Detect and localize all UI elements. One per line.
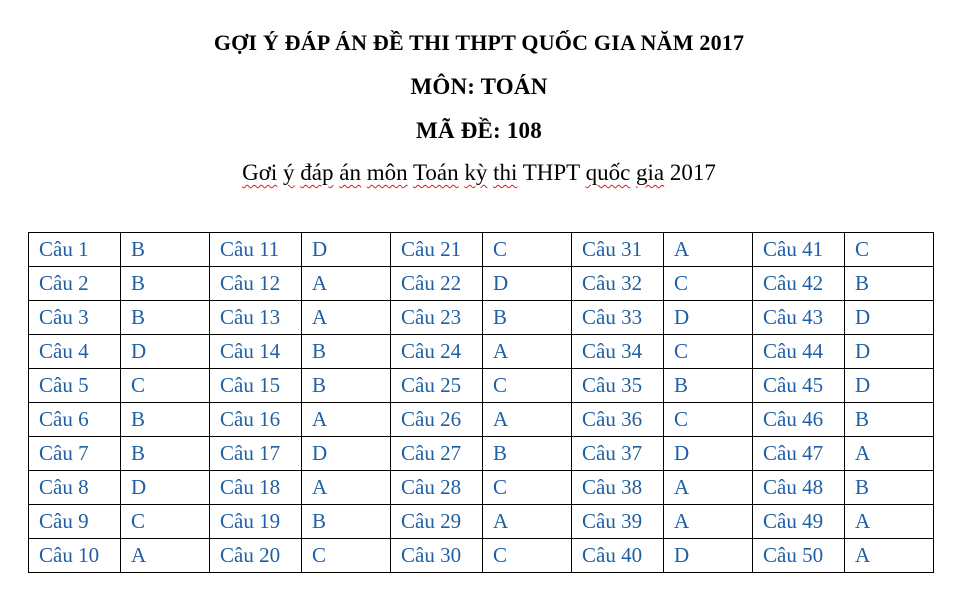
subtitle-word: thi (493, 160, 518, 185)
answer-cell: D (664, 437, 753, 471)
table-row (29, 267, 934, 301)
question-label: Câu 46 (753, 403, 845, 437)
answer-cell: C (664, 267, 753, 301)
subject-heading: MÔN: TOÁN (410, 74, 548, 99)
question-label: Câu 47 (753, 437, 845, 471)
answer-cell: C (121, 369, 210, 403)
question-label: Câu 5 (29, 369, 121, 403)
question-label: Câu 30 (391, 539, 483, 573)
subtitle-word: Gơi (242, 160, 278, 185)
subtitle-word: môn (366, 160, 408, 185)
question-label: Câu 6 (29, 403, 121, 437)
answer-cell: B (664, 369, 753, 403)
answer-cell: C (664, 403, 753, 437)
question-label: Câu 12 (210, 267, 302, 301)
question-label: Câu 1 (29, 233, 121, 267)
answer-cell: B (302, 505, 391, 539)
subtitle-word: kỳ (464, 160, 488, 185)
subtitle (0, 160, 958, 186)
table-row (29, 437, 934, 471)
question-label: Câu 28 (391, 471, 483, 505)
answer-cell: C (483, 539, 572, 573)
question-label: Câu 7 (29, 437, 121, 471)
question-label: Câu 11 (210, 233, 302, 267)
question-label: Câu 24 (391, 335, 483, 369)
answer-cell: D (664, 539, 753, 573)
answer-cell: A (664, 471, 753, 505)
answer-cell: D (845, 301, 934, 335)
answer-cell: C (302, 539, 391, 573)
question-label: Câu 37 (572, 437, 664, 471)
answer-cell: B (121, 403, 210, 437)
question-label: Câu 38 (572, 471, 664, 505)
table-row (29, 539, 934, 573)
answer-cell: A (483, 403, 572, 437)
answer-cell: B (845, 471, 934, 505)
answer-key-body (29, 233, 934, 573)
table-row (29, 335, 934, 369)
question-label: Câu 41 (753, 233, 845, 267)
question-label: Câu 9 (29, 505, 121, 539)
answer-cell: A (302, 403, 391, 437)
question-label: Câu 29 (391, 505, 483, 539)
subtitle-word: án (339, 160, 361, 185)
answer-cell: D (121, 335, 210, 369)
question-label: Câu 42 (753, 267, 845, 301)
answer-cell: D (845, 335, 934, 369)
answer-cell: D (664, 301, 753, 335)
subtitle-gap: 2017 (664, 160, 716, 185)
question-label: Câu 18 (210, 471, 302, 505)
subtitle-gap: THPT (517, 160, 586, 185)
answer-cell: B (121, 437, 210, 471)
table-row (29, 233, 934, 267)
subtitle-word: gia (636, 160, 665, 185)
answer-cell: A (664, 505, 753, 539)
question-label: Câu 8 (29, 471, 121, 505)
document-title: GỢI Ý ĐÁP ÁN ĐỀ THI THPT QUỐC GIA NĂM 2017 (213, 30, 745, 55)
table-row (29, 369, 934, 403)
question-label: Câu 33 (572, 301, 664, 335)
question-label: Câu 32 (572, 267, 664, 301)
question-label: Câu 2 (29, 267, 121, 301)
answer-cell: B (845, 403, 934, 437)
question-label: Câu 13 (210, 301, 302, 335)
question-label: Câu 49 (753, 505, 845, 539)
table-row (29, 505, 934, 539)
question-label: Câu 25 (391, 369, 483, 403)
question-label: Câu 35 (572, 369, 664, 403)
question-label: Câu 44 (753, 335, 845, 369)
answer-cell: D (302, 233, 391, 267)
question-label: Câu 23 (391, 301, 483, 335)
answer-cell: A (483, 335, 572, 369)
answer-cell: D (121, 471, 210, 505)
answer-cell: D (302, 437, 391, 471)
question-label: Câu 10 (29, 539, 121, 573)
answer-cell: A (302, 267, 391, 301)
table-row (29, 403, 934, 437)
answer-cell: A (302, 471, 391, 505)
exam-code-heading: MÃ ĐỀ: 108 (416, 118, 542, 143)
question-label: Câu 50 (753, 539, 845, 573)
question-label: Câu 19 (210, 505, 302, 539)
question-label: Câu 21 (391, 233, 483, 267)
table-row (29, 471, 934, 505)
question-label: Câu 26 (391, 403, 483, 437)
answer-cell: B (121, 267, 210, 301)
subtitle-word: đáp (300, 160, 334, 185)
answer-cell: D (845, 369, 934, 403)
question-label: Câu 22 (391, 267, 483, 301)
question-label: Câu 34 (572, 335, 664, 369)
answer-key-table (28, 232, 934, 573)
answer-cell: C (664, 335, 753, 369)
question-label: Câu 39 (572, 505, 664, 539)
answer-cell: C (483, 471, 572, 505)
question-label: Câu 16 (210, 403, 302, 437)
question-label: Câu 36 (572, 403, 664, 437)
question-label: Câu 48 (753, 471, 845, 505)
subtitle-word: quốc (585, 160, 631, 185)
answer-cell: A (483, 505, 572, 539)
answer-cell: B (302, 369, 391, 403)
answer-cell: B (302, 335, 391, 369)
table-row (29, 301, 934, 335)
question-label: Câu 17 (210, 437, 302, 471)
question-label: Câu 31 (572, 233, 664, 267)
question-label: Câu 40 (572, 539, 664, 573)
answer-cell: A (845, 437, 934, 471)
question-label: Câu 4 (29, 335, 121, 369)
answer-cell: B (121, 301, 210, 335)
answer-cell: C (483, 369, 572, 403)
answer-cell: A (302, 301, 391, 335)
answer-cell: D (483, 267, 572, 301)
question-label: Câu 15 (210, 369, 302, 403)
question-label: Câu 43 (753, 301, 845, 335)
answer-cell: B (121, 233, 210, 267)
subtitle-word: ý (283, 160, 295, 185)
answer-cell: B (483, 301, 572, 335)
question-label: Câu 14 (210, 335, 302, 369)
answer-cell: A (121, 539, 210, 573)
answer-cell: B (483, 437, 572, 471)
question-label: Câu 20 (210, 539, 302, 573)
answer-cell: A (664, 233, 753, 267)
question-label: Câu 45 (753, 369, 845, 403)
answer-cell: A (845, 505, 934, 539)
question-label: Câu 27 (391, 437, 483, 471)
answer-cell: B (845, 267, 934, 301)
answer-cell: C (483, 233, 572, 267)
answer-cell: C (845, 233, 934, 267)
question-label: Câu 3 (29, 301, 121, 335)
answer-cell: A (845, 539, 934, 573)
answer-cell: C (121, 505, 210, 539)
subtitle-word: Toán (412, 160, 459, 185)
